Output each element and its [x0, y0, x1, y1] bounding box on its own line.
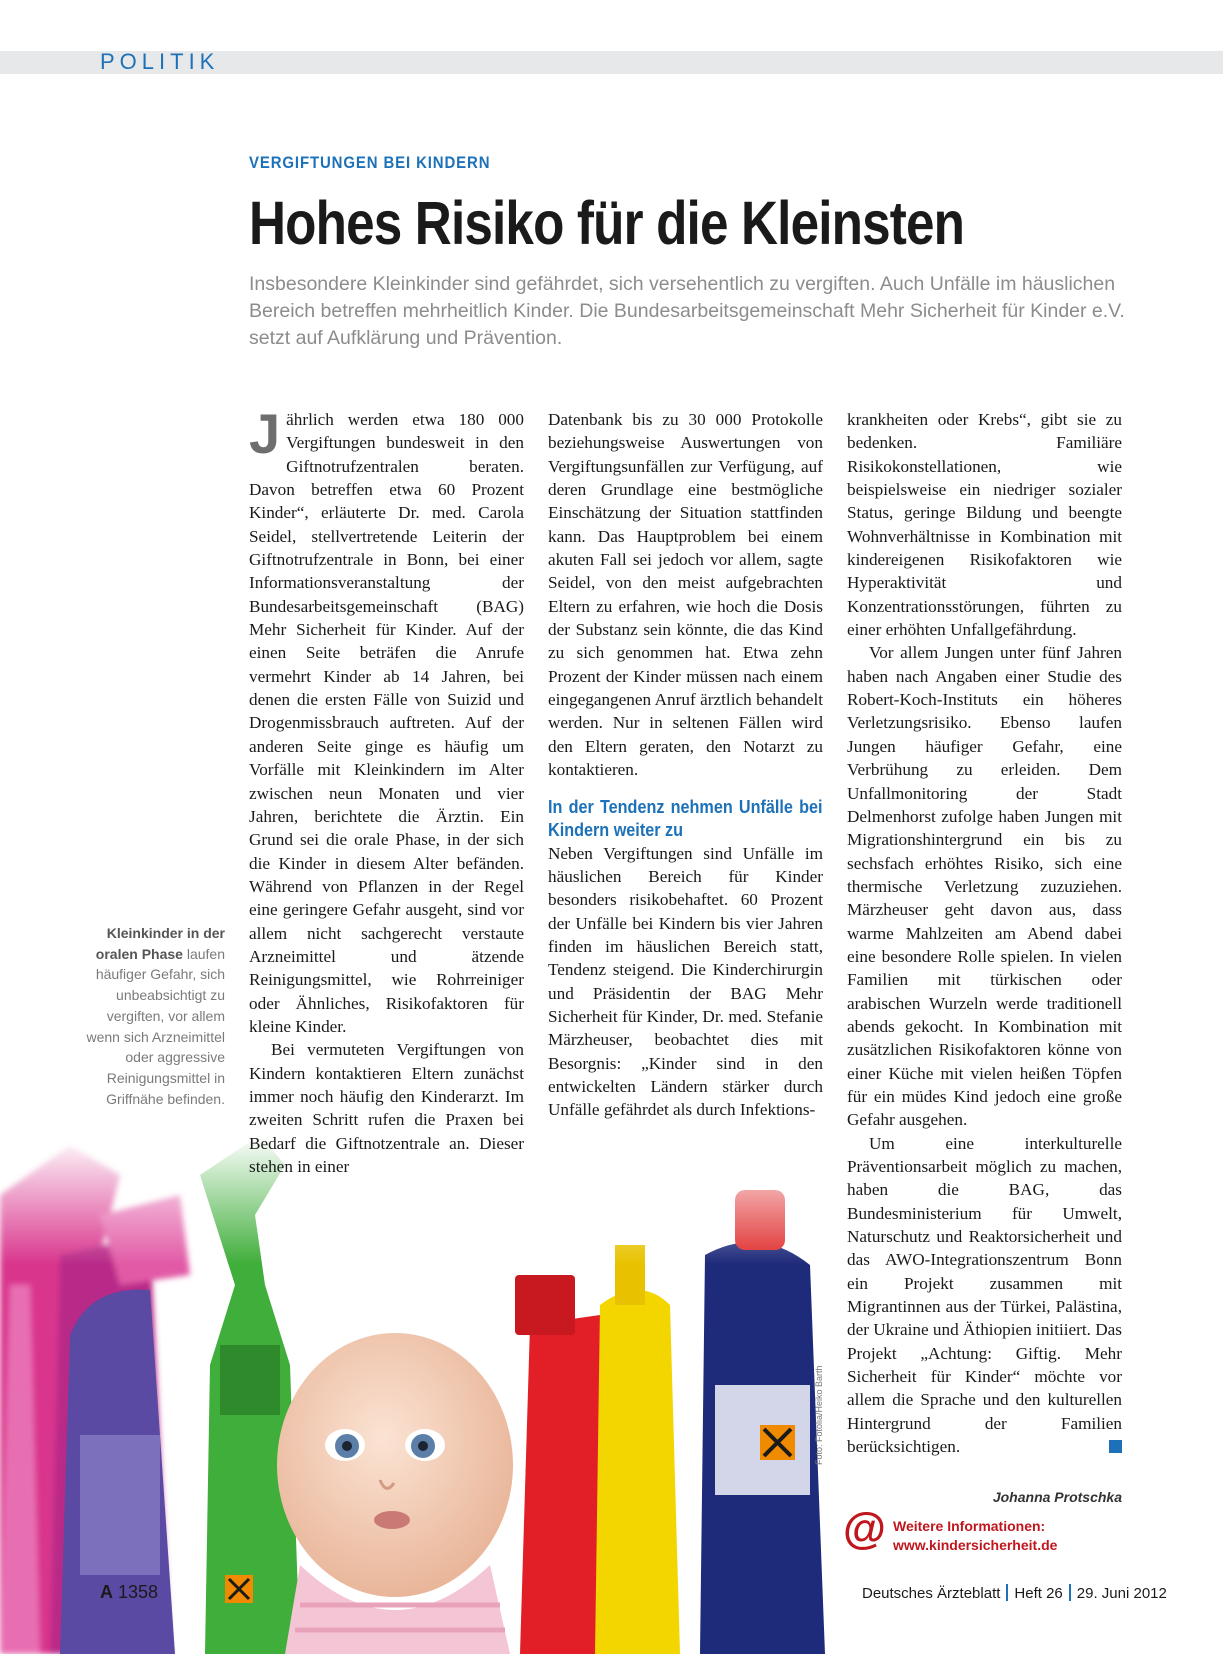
article-lead: Insbesondere Kleinkinder sind gefährdet, sich versehentlich zu vergiften. Auch Unfälle im häuslichen Bereich betreffen mehrheitlich Kinder. Die Bundesarbeitsgemeinschaft Mehr Sicherheit für Kinder e.V. setzt auf Aufklärung und Prävention. [249, 273, 1125, 349]
article-column-1 [249, 402, 524, 1178]
footer [862, 1584, 1167, 1602]
paragraph: Datenbank bis zu 30 000 Protokolle beziehungsweise Auswertungen von Vergiftungsunfällen zur Verfügung, auf deren Grundlage eine bestmögliche Einschätzung der Situation stattfinden kann. Das Hauptproblem bei einem akuten Fall sei jedoch vor allem, sagte Seidel, von den meist aufgebrachten Eltern zu erfahren, wie hoch die Dosis der Substanz sein könnte, die das Kind zu sich genommen hat. Etwa zehn Prozent der Kinder müssen nach einem eingegangenen Anruf ärztlich behandelt werden. Nur in seltenen Fällen wird den Eltern geraten, den Notarzt zu kontaktieren. [548, 410, 823, 780]
section-label: POLITIK [100, 49, 220, 74]
article-headline: Hohes Risiko für die Kleinsten [249, 189, 965, 257]
caption-bold: Kleinkinder in der oralen Phase [95, 925, 225, 962]
paragraph: ährlich werden etwa 180 000 Vergiftungen bundesweit in den Giftnotrufzentralen beraten. Davon betreffen etwa 60 Prozent Kinder“, erläuterte Dr. med. Carola Seidel, stellvertretende Leiterin der Giftnotrufzentrale in Bonn, bei einer Informationsveranstaltung der Bundesarbeitsgemeinschaft (BAG) Mehr Sicherheit für Kinder. Auf der einen Seite beträfen die Anrufe vermehrt Kinder ab 14 Jahren, bei denen die ersten Fälle von Suizid und Drogenmissbrauch auftreten. Auf der anderen Seite ginge es häufig um Vorfälle mit Kleinkindern im Alter zwischen neun Monaten und vier Jahren, berichtete die Ärztin. Ein Grund sei die orale Phase, in der sich die Kinder in diesem Alter befänden. Während von Pflanzen in der Regel eine geringere Gefahr ausgeht, sind vor allem nicht sachgerecht verstaute Arzneimittel und ätzende Reinigungsmittel, wie Rohrreiniger oder Ähnliches, Risikofaktoren für kleine Kinder. [249, 410, 524, 1036]
drop-cap: J [249, 402, 281, 465]
photo-credit: Foto: Fotolia/Heiko Barth [814, 1365, 824, 1465]
at-sign-icon: @ [843, 1504, 886, 1553]
footer-separator [1006, 1584, 1008, 1601]
article-subheading: In der Tendenz nehmen Unfälle bei Kindern weiter zu [548, 796, 823, 840]
footer-separator [1069, 1584, 1071, 1601]
article-kicker: VERGIFTUNGEN BEI KINDERN [249, 153, 491, 172]
paragraph: krankheiten oder Krebs“, gibt sie zu bedenken. Familiäre Risikokonstellationen, wie beispielsweise ein niedriger sozialer Status, geringe Bildung und beengte Wohnverhältnisse in Kombination mit kindereigenen Risikofaktoren wie Hyperaktivität und Konzentrationsstörungen, führten zu einer erhöhten Unfallgefährdung. [847, 410, 1122, 640]
paragraph: Um eine interkulturelle Präventionsarbeit möglich zu machen, haben die BAG, das Bundesministerium für Umwelt, Naturschutz und Reaktorsicherheit und das AWO-Integrationszentrum Bonn ein Projekt zusammen mit Migrantinnen aus der Türkei, Palästina, der Ukraine und Äthiopien initiiert. Das Projekt „Achtung: Giftig. Mehr Sicherheit für Kinder“ möchte vor allem die Sprache und den kulturellen Hintergrund der Familien berücksichtigen. [847, 1133, 1122, 1457]
info-label: Weitere Informationen: [893, 1518, 1046, 1534]
footer-issue: Heft 26 [1014, 1585, 1063, 1602]
info-link[interactable]: www.kindersicherheit.de [893, 1537, 1058, 1553]
end-mark [1109, 1440, 1122, 1453]
article-column-3 [847, 408, 1122, 1458]
paragraph: Neben Vergiftungen sind Unfälle im häuslichen Bereich für Kinder besonders risikobehaftet. 60 Prozent der Unfälle bei Kindern bis vier Jahren finden im häuslichen Bereich statt, Tendenz steigend. Die Kinderchirurgin und Präsidentin der BAG Mehr Sicherheit für Kinder, Dr. med. Stefanie Märzheuser, beobachtet dies mit Besorgnis: „Kinder sind in den entwickelten Ländern stärker durch Unfälle gefährdet als durch Infektions- [548, 843, 823, 1120]
footer-date: 29. Juni 2012 [1076, 1585, 1167, 1602]
article-photo [0, 1135, 830, 1654]
footer-journal: Deutsches Ärzteblatt [862, 1585, 1001, 1602]
caption-text: laufen häufiger Gefahr, sich unbeabsichtigt zu vergiften, vor allem wenn sich Arzneimittel oder aggressive Reinigungsmittel in Griffnähe befinden. [86, 945, 225, 1107]
paragraph: Bei vermuteten Vergiftungen von Kindern kontaktieren Eltern zunächst immer noch häufig den Kinderarzt. Im zweiten Schritt rufen die Praxen bei Bedarf die Giftnotzentrale an. Dieser stehen in einer [249, 1040, 524, 1176]
page-number [100, 1582, 158, 1603]
article-column-2 [548, 408, 823, 1122]
paragraph: Vor allem Jungen unter fünf Jahren haben nach Angaben einer Studie des Robert-Koch-Instituts ein höheres Verletzungsrisiko. Ebenso laufen Jungen häufiger Gefahr, eine Verbrühung zu erleiden. Dem Unfallmonitoring der Stadt Delmenhorst zufolge haben Jungen mit Migrationshintergrund ein bis zu sechsfach erhöhtes Risiko, sich eine thermische Verletzung zuzuziehen. Märzheuser geht davon aus, dass warme Mahlzeiten am Abend dabei eine besondere Rolle spielen. In vielen Familien mit türkischen oder arabischen Wurzeln werde traditionell abends gekocht. In Kombination mit zusätzlichen Risikofaktoren könne von einer Küche mit vielen heißen Töpfen für ein müdes Kind jedoch eine große Gefahr ausgehen. [847, 643, 1122, 1130]
page-number-value: 1358 [118, 1582, 159, 1602]
page-prefix: A [100, 1582, 113, 1602]
author-name: Johanna Protschka [992, 1489, 1122, 1505]
photo-caption [70, 923, 225, 1109]
